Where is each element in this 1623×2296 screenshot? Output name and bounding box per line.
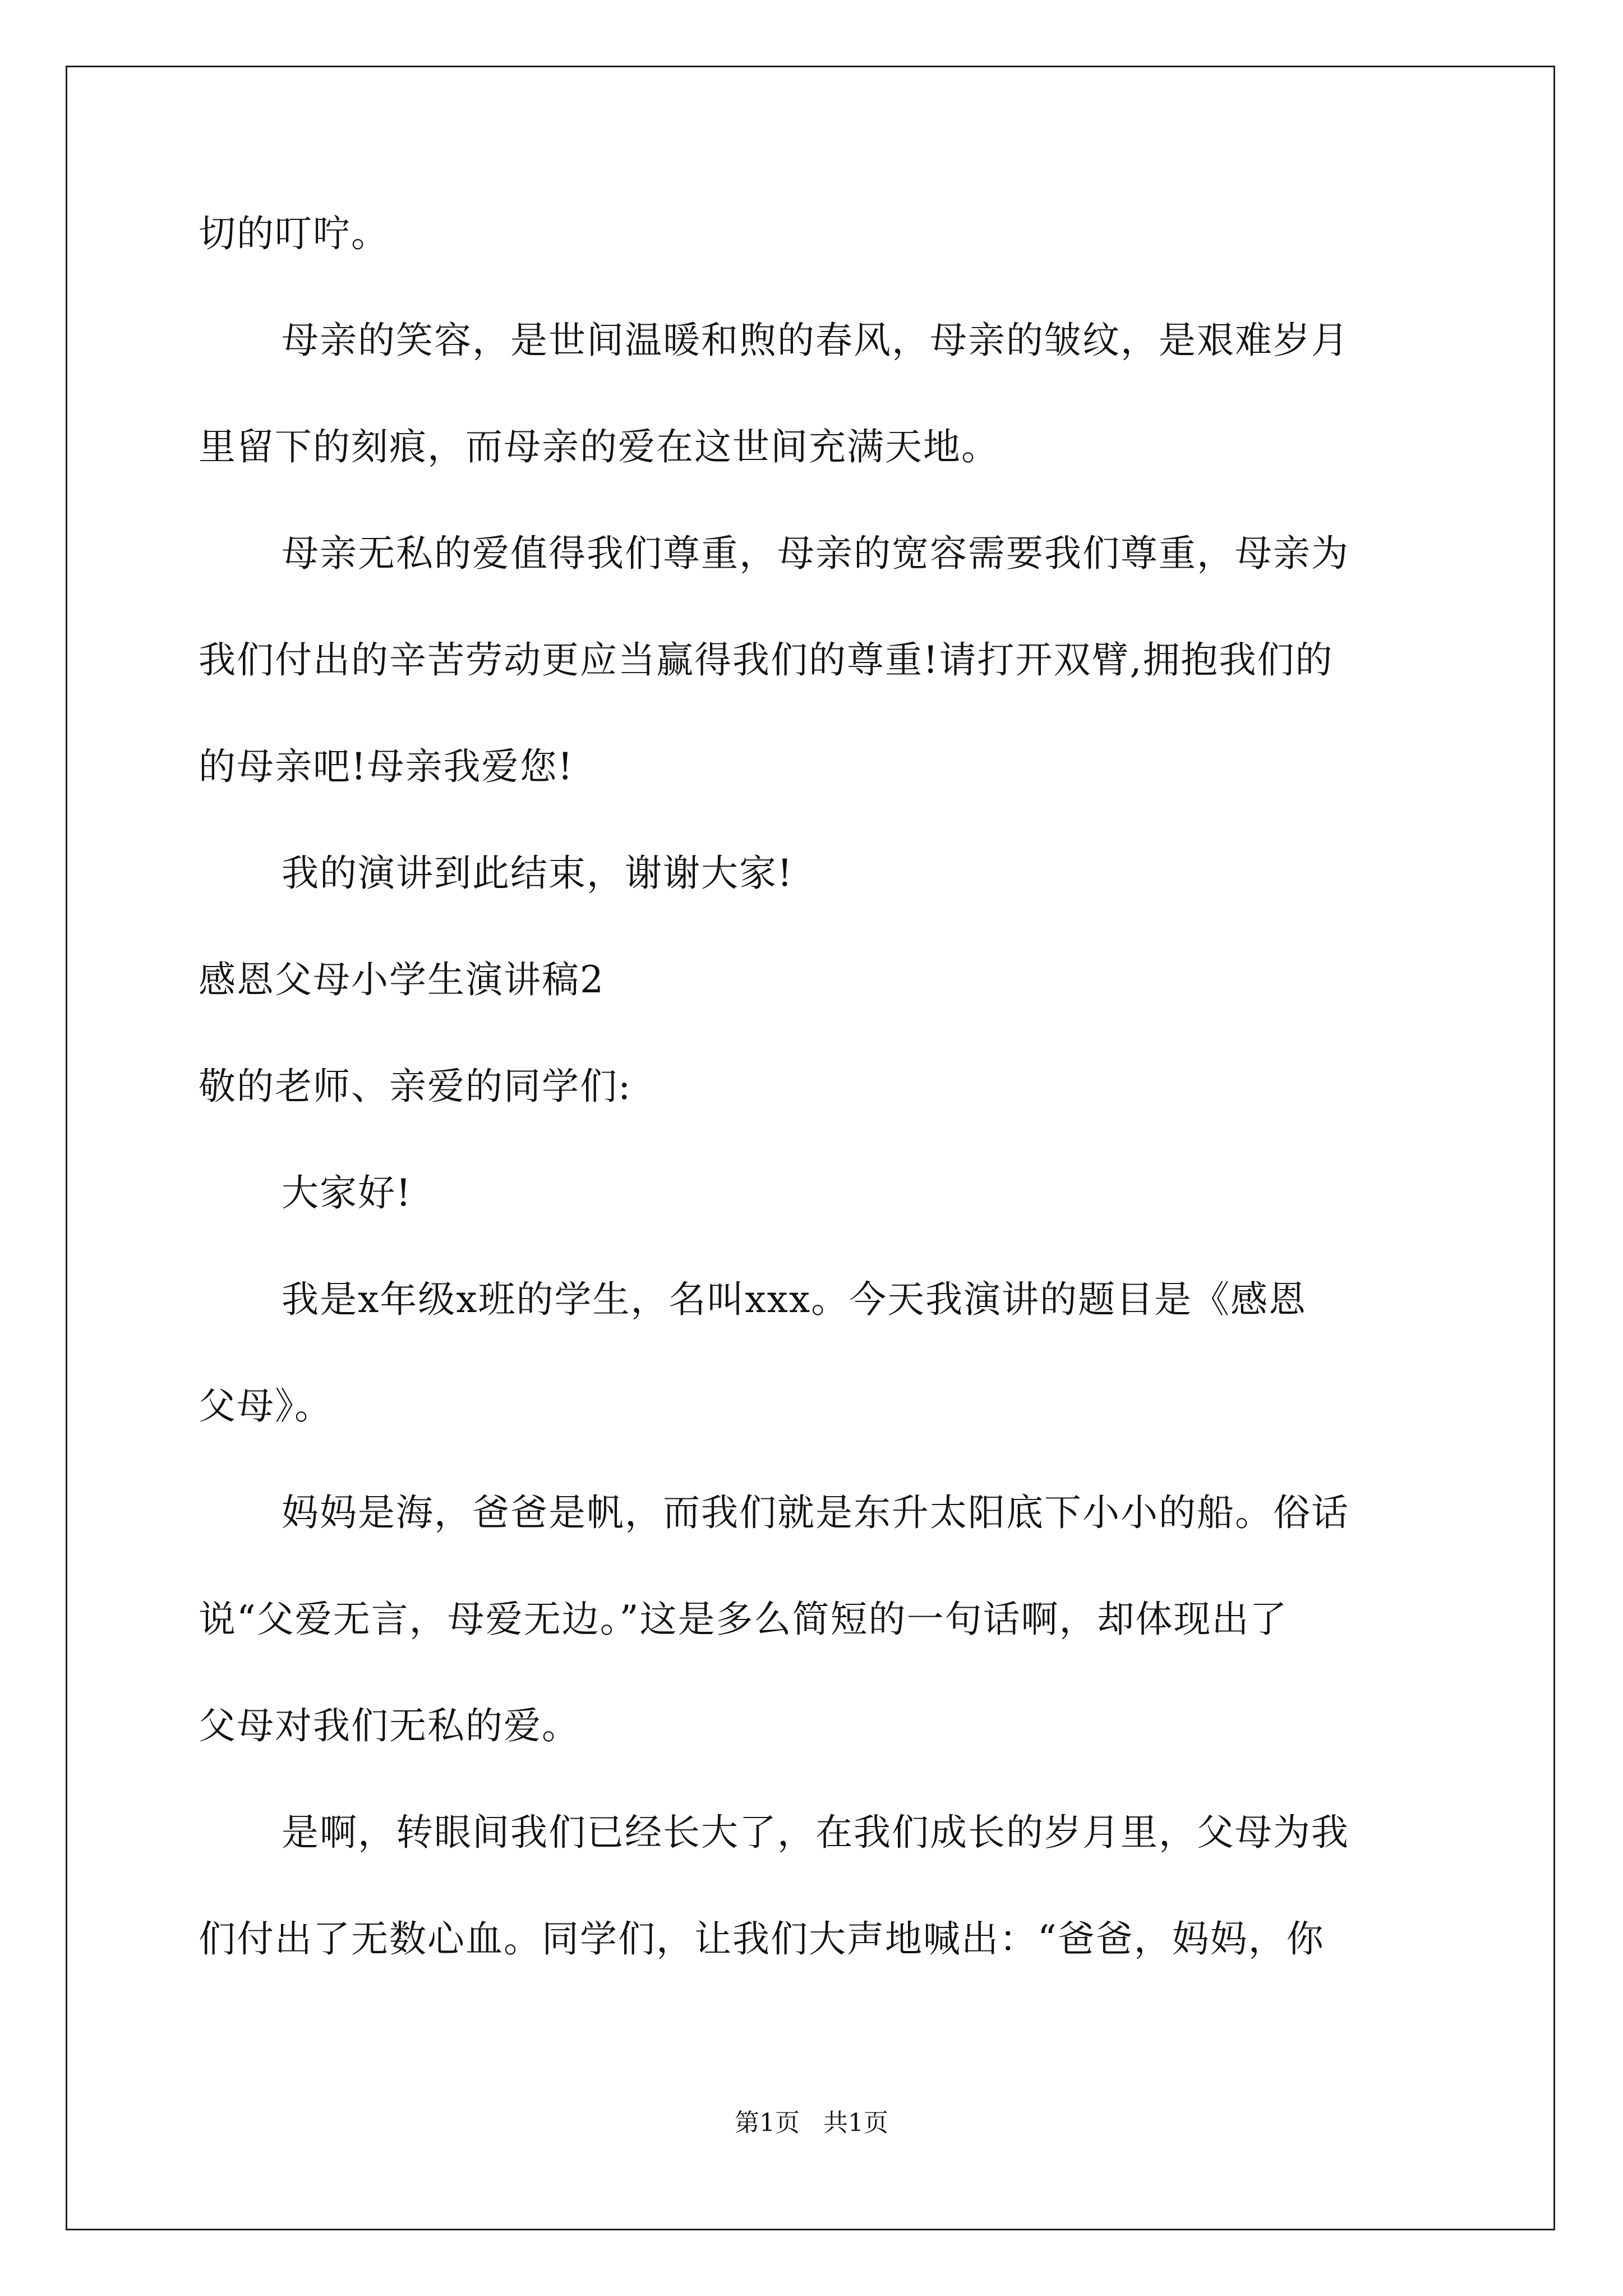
- paragraph-line: 我的演讲到此结束，谢谢大家!: [282, 852, 794, 895]
- page-border: [66, 66, 1555, 2230]
- section-heading: 感恩父母小学生演讲稿2: [199, 958, 605, 1001]
- paragraph-line: 母亲的笑容，是世间温暖和煦的春风，母亲的皱纹，是艰难岁月: [282, 319, 1349, 362]
- paragraph-line: 们付出了无数心血。同学们，让我们大声地喊出：“爸爸，妈妈，你: [199, 1917, 1325, 1961]
- page-footer: 第1页 共1页: [735, 2109, 888, 2137]
- paragraph-line: 妈妈是海，爸爸是帆，而我们就是东升太阳底下小小的船。俗话: [282, 1491, 1349, 1534]
- paragraph-line: 切的叮咛。: [199, 212, 389, 255]
- paragraph-line: 父母》。: [199, 1384, 333, 1428]
- paragraph-line: 里留下的刻痕，而母亲的爱在这世间充满天地。: [199, 425, 999, 468]
- paragraph-line: 我们付出的辛苦劳动更应当赢得我们的尊重!请打开双臂,拥抱我们的: [199, 638, 1334, 682]
- paragraph-line: 说“父爱无言，母爱无边。”这是多么简短的一句话啊，却体现出了: [199, 1598, 1288, 1641]
- salutation: 敬的老师、亲爱的同学们:: [199, 1065, 632, 1108]
- paragraph-line: 是啊，转眼间我们已经长大了，在我们成长的岁月里，父母为我: [282, 1811, 1349, 1854]
- paragraph-line: 父母对我们无私的爱。: [199, 1704, 580, 1747]
- paragraph-line: 母亲无私的爱值得我们尊重，母亲的宽容需要我们尊重，母亲为: [282, 532, 1349, 575]
- paragraph-line: 我是x年级x班的学生，名叫xxx。今天我演讲的题目是《感恩: [282, 1278, 1307, 1321]
- greeting: 大家好!: [282, 1171, 412, 1214]
- paragraph-line: 的母亲吧!母亲我爱您!: [199, 745, 574, 788]
